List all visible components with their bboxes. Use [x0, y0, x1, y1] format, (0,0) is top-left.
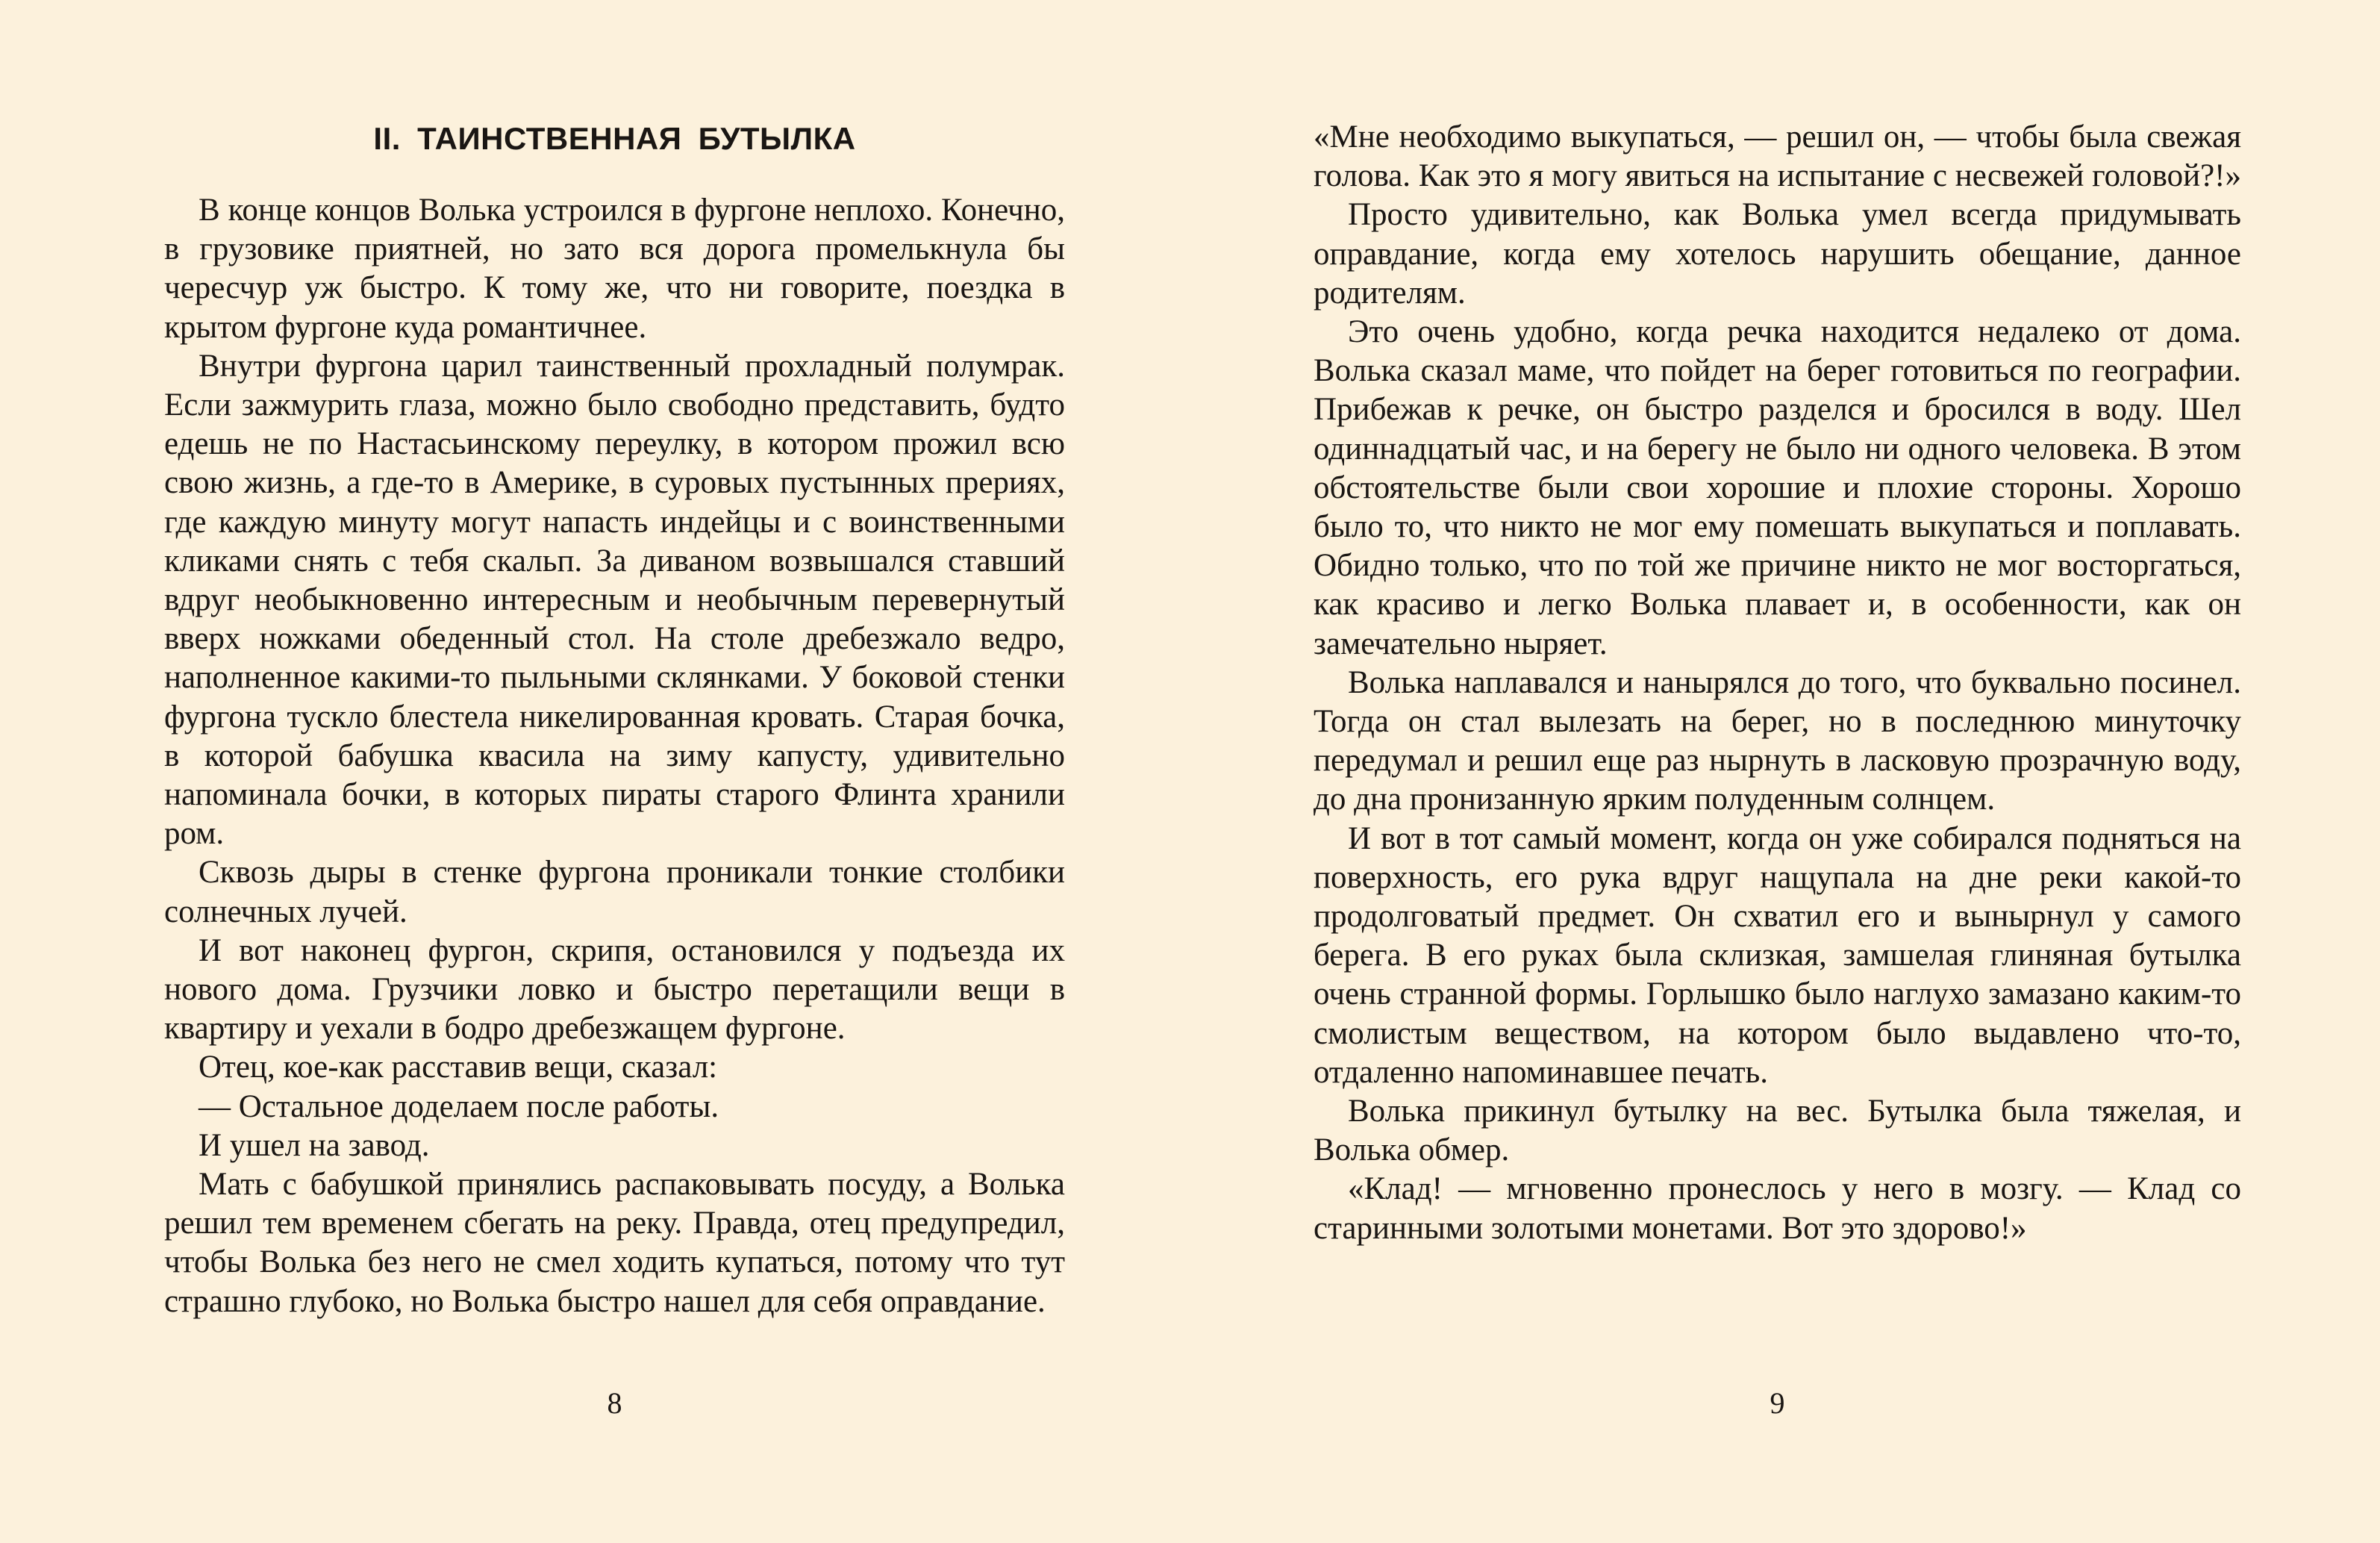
right-page [1314, 0, 2241, 1543]
paragraph: «Мне необходимо выкупаться, — решил он, — чтобы была свежая голова. Как это я могу явиться на испытание с несвежей головой?!» [1314, 119, 2241, 194]
paragraph: Сквозь дыры в стенке фургона проникали тонкие столбики солнечных лучей. [164, 855, 1065, 929]
paragraph: И вот наконец фургон, скрипя, остановился у подъезда их нового дома. Грузчики ловко и быстро перетащили вещи в квартиру и уехали в бодро дребезжащем фургоне. [164, 932, 1065, 1047]
paragraph: Мать с бабушкой принялись распаковывать посуду, а Волька решил тем временем сбегать на реку. Правда, отец предупредил, чтобы Волька без него не смел ходить купаться, потому что тут страшно глубоко, но Волька быстро нашел для себя оправдание. [164, 1167, 1065, 1319]
chapter-title: II. ТАИНСТВЕННАЯ БУТЫЛКА [373, 121, 856, 156]
paragraph: Внутри фургона царил таинственный прохладный полумрак. Если зажмурить глаза, можно было свободно представить, будто едешь не по Настасьинскому переулку, в котором прожил всю свою жизнь, а где-то в Америке, в суровых пустынных прериях, где каждую минуту могут напасть индейцы и с воинственными кликами снять с тебя скальп. За диваном возвышался ставший вдруг необыкновенно интересным и необычным перевернутый вверх ножками обеденный стол. На столе дребезжало ведро, наполненное какими-то пыльными склянками. У боковой стенки фургона тускло блестела никелированная кровать. Старая бочка, в которой бабушка квасила на зиму капусту, удивительно напоминала бочки, в которых пираты старого Флинта хранили ром. [164, 348, 1065, 852]
paragraph: И ушел на завод. [199, 1127, 430, 1163]
paragraph: Волька наплавался и нанырялся до того, что буквально посинел. Тогда он стал вылезать на берег, но в последнюю минуточку передумал и решил еще раз нырнуть в ласковую прозрачную воду, до дна пронизанную ярким полуденным солнцем. [1314, 664, 2241, 817]
left-page [164, 0, 1065, 1543]
paragraph: Отец, кое-как расставив вещи, сказал: [199, 1050, 718, 1085]
paragraph: В конце концов Волька устроился в фургоне неплохо. Конечно, в грузовике приятней, но зато вся дорога промелькнула бы чересчур уж быстро. К тому же, что ни говорите, поездка в крытом фургоне куда романтичнее. [164, 193, 1065, 345]
paragraph: Волька прикинул бутылку на вес. Бутылка была тяжелая, и Волька обмер. [1314, 1094, 2241, 1168]
left-page-text [164, 191, 1065, 1321]
paragraph: Просто удивительно, как Волька умел всегда придумывать оправдание, когда ему хотелось нарушить обещание, данное родителям. [1314, 197, 2241, 311]
page-number: 8 [607, 1386, 622, 1420]
paragraph: И вот в тот самый момент, когда он уже собирался подняться на поверхность, его рука вдруг нащупала на дне реки какой-то продолговатый предмет. Он схватил его и вынырнул у самого берега. В его руках была склизкая, замшелая глиняная бутылка очень странной формы. Горлышко было наглухо замазано каким-то смолистым веществом, на котором было выдавлено что-то, отдаленно напоминавшее печать. [1314, 820, 2241, 1090]
page-number: 9 [1770, 1386, 1785, 1420]
paragraph: Это очень удобно, когда речка находится недалеко от дома. Волька сказал маме, что пойдет на берег готовиться по географии. Прибежав к речке, он быстро разделся и бросился в воду. Шел одиннадцатый час, и на берегу не было ни одного человека. В этом обстоятельстве были свои хорошие и плохие стороны. Хорошо было то, что никто не мог ему помешать выкупаться и поплавать. Обидно только, что по той же причине никто не мог восторгаться, как красиво и легко Волька плавает и, в особенности, как он замечательно ныряет. [1314, 314, 2241, 661]
paragraph: — Остальное доделаем после работы. [199, 1088, 719, 1124]
paragraph: «Клад! — мгновенно пронеслось у него в мозгу. — Клад со старинными золотыми монетами. Вот это здорово!» [1314, 1171, 2241, 1246]
right-page-text [1314, 118, 2241, 1248]
